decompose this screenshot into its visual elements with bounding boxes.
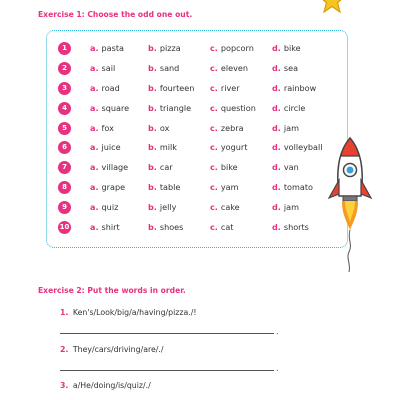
option-a[interactable]: [90, 201, 118, 214]
option-word: cake: [220, 202, 240, 213]
option-word: village: [101, 162, 129, 173]
option-c[interactable]: [210, 201, 240, 214]
number-badge: 7: [58, 161, 71, 174]
exercise1-title: Exercise 1: Choose the odd one out.: [38, 10, 193, 19]
option-letter: c.: [210, 102, 218, 113]
number-badge: 1: [58, 42, 71, 55]
option-word: triangle: [159, 102, 192, 113]
exercise-row: [58, 141, 348, 161]
option-letter: a.: [90, 82, 99, 93]
option-d[interactable]: [272, 161, 299, 174]
option-word: yam: [220, 182, 239, 193]
number-badge: 8: [58, 181, 71, 194]
number-badge: 3: [58, 82, 71, 95]
option-word: bike: [220, 162, 238, 173]
option-letter: b.: [148, 222, 157, 233]
option-word: zebra: [220, 122, 244, 133]
option-word: pasta: [101, 43, 124, 53]
option-letter: c.: [210, 202, 218, 213]
number-badge: 10: [58, 221, 71, 234]
option-word: shorts: [283, 222, 309, 233]
option-word: circle: [283, 102, 306, 113]
option-letter: b.: [148, 182, 157, 193]
option-b[interactable]: [148, 181, 180, 194]
exercise-row: [58, 82, 348, 102]
option-word: van: [283, 162, 299, 173]
option-word: rainbow: [283, 82, 317, 93]
option-a[interactable]: [90, 62, 115, 75]
number-badge: 5: [58, 122, 71, 135]
number-badge: 6: [58, 141, 71, 154]
option-word: quiz: [101, 202, 119, 213]
number-badge: 2: [58, 62, 71, 75]
option-letter: a.: [90, 182, 99, 193]
number-badge: 9: [58, 201, 71, 214]
exercise-row: [58, 161, 348, 181]
option-letter: a.: [90, 202, 99, 213]
option-letter: c.: [210, 142, 218, 153]
option-c[interactable]: [210, 122, 244, 135]
question-number: 2.: [60, 345, 69, 354]
exercise-row: [58, 122, 348, 142]
question-text: They/cars/driving/are/./: [72, 345, 164, 354]
option-letter: b.: [148, 202, 157, 213]
option-word: yogurt: [220, 142, 248, 153]
option-b[interactable]: [148, 122, 169, 135]
option-b[interactable]: [148, 82, 194, 95]
option-letter: b.: [148, 82, 157, 93]
exercise-row: [58, 221, 348, 241]
option-letter: c.: [210, 82, 218, 93]
answer-line-2[interactable]: .: [60, 362, 282, 372]
number-badge: 4: [58, 102, 71, 115]
option-word: pizza: [159, 43, 181, 53]
option-b[interactable]: [148, 141, 177, 154]
option-word: eleven: [220, 62, 248, 73]
option-d[interactable]: [272, 102, 305, 115]
option-letter: a.: [90, 43, 99, 53]
option-word: tomato: [283, 182, 313, 193]
option-word: question: [220, 102, 256, 113]
option-b[interactable]: [148, 221, 183, 234]
option-letter: d.: [272, 43, 281, 53]
answer-line-1[interactable]: .: [60, 325, 282, 335]
option-b[interactable]: [148, 62, 179, 75]
option-d[interactable]: [272, 181, 313, 194]
option-b[interactable]: [148, 42, 181, 55]
option-letter: d.: [272, 182, 281, 193]
option-letter: d.: [272, 122, 281, 133]
option-d[interactable]: [272, 201, 299, 214]
option-word: square: [101, 102, 130, 113]
question-number: 3.: [60, 381, 69, 390]
option-b[interactable]: [148, 161, 173, 174]
question-number: 1.: [60, 308, 69, 317]
option-letter: c.: [210, 43, 218, 53]
option-word: shirt: [101, 222, 120, 233]
option-letter: b.: [148, 62, 157, 73]
option-letter: d.: [272, 62, 281, 73]
option-letter: b.: [148, 162, 157, 173]
option-word: fourteen: [159, 82, 195, 93]
option-letter: a.: [90, 122, 99, 133]
exercise-row: [58, 42, 348, 62]
question-3: [60, 381, 151, 390]
option-word: sail: [101, 62, 116, 73]
option-word: road: [101, 82, 120, 93]
option-word: grape: [101, 182, 126, 193]
option-word: sand: [159, 62, 180, 73]
option-word: juice: [101, 142, 121, 153]
exercise-row: [58, 181, 348, 201]
option-letter: b.: [148, 43, 157, 53]
option-word: bike: [283, 43, 301, 53]
option-d[interactable]: [272, 221, 309, 234]
exercise1-list: [58, 42, 348, 241]
option-d[interactable]: [272, 141, 322, 154]
option-a[interactable]: [90, 141, 121, 154]
option-letter: c.: [210, 182, 218, 193]
question-text: Ken's/Look/big/a/having/pizza./!: [72, 308, 197, 317]
exercise2-title: Exercise 2: Put the words in order.: [38, 286, 186, 295]
option-letter: a.: [90, 222, 99, 233]
option-word: jam: [283, 122, 299, 133]
option-letter: c.: [210, 62, 218, 73]
option-word: ox: [159, 122, 170, 133]
option-letter: b.: [148, 102, 157, 113]
exercise-row: [58, 102, 348, 122]
option-c[interactable]: [210, 221, 233, 234]
option-word: fox: [101, 122, 114, 133]
star-icon: [318, 0, 346, 14]
option-word: sea: [283, 62, 299, 73]
question-1: [60, 308, 196, 317]
option-a[interactable]: [90, 102, 129, 115]
option-letter: d.: [272, 142, 281, 153]
option-letter: c.: [210, 222, 218, 233]
question-text: a/He/doing/is/quiz/./: [72, 381, 151, 390]
option-word: milk: [159, 142, 177, 153]
option-letter: c.: [210, 122, 218, 133]
option-a[interactable]: [90, 82, 120, 95]
option-letter: b.: [148, 122, 157, 133]
option-word: table: [159, 182, 181, 193]
option-a[interactable]: [90, 181, 125, 194]
option-b[interactable]: [148, 201, 176, 214]
option-letter: c.: [210, 162, 218, 173]
option-c[interactable]: [210, 82, 240, 95]
option-letter: a.: [90, 62, 99, 73]
option-d[interactable]: [272, 62, 298, 75]
option-d[interactable]: [272, 82, 316, 95]
option-a[interactable]: [90, 42, 124, 55]
option-word: volleyball: [283, 142, 323, 153]
option-letter: a.: [90, 142, 99, 153]
option-letter: d.: [272, 102, 281, 113]
option-word: cat: [220, 222, 234, 233]
option-letter: d.: [272, 162, 281, 173]
option-c[interactable]: [210, 62, 248, 75]
option-a[interactable]: [90, 161, 128, 174]
option-d[interactable]: [272, 42, 301, 55]
option-letter: d.: [272, 202, 281, 213]
option-letter: a.: [90, 162, 99, 173]
option-b[interactable]: [148, 102, 191, 115]
option-c[interactable]: [210, 42, 254, 55]
option-a[interactable]: [90, 122, 114, 135]
option-word: popcorn: [220, 43, 254, 53]
exercise-row: [58, 201, 348, 221]
option-c[interactable]: [210, 102, 256, 115]
exercise-row: [58, 62, 348, 82]
option-word: car: [159, 162, 173, 173]
option-word: river: [220, 82, 240, 93]
option-letter: d.: [272, 82, 281, 93]
option-letter: b.: [148, 142, 157, 153]
option-letter: a.: [90, 102, 99, 113]
option-word: jam: [283, 202, 299, 213]
option-d[interactable]: [272, 122, 299, 135]
option-c[interactable]: [210, 181, 239, 194]
option-a[interactable]: [90, 221, 120, 234]
option-word: shoes: [159, 222, 184, 233]
option-letter: d.: [272, 222, 281, 233]
option-c[interactable]: [210, 141, 247, 154]
option-c[interactable]: [210, 161, 238, 174]
question-2: [60, 345, 164, 354]
rocket-icon: [324, 134, 376, 274]
option-word: jelly: [159, 202, 177, 213]
